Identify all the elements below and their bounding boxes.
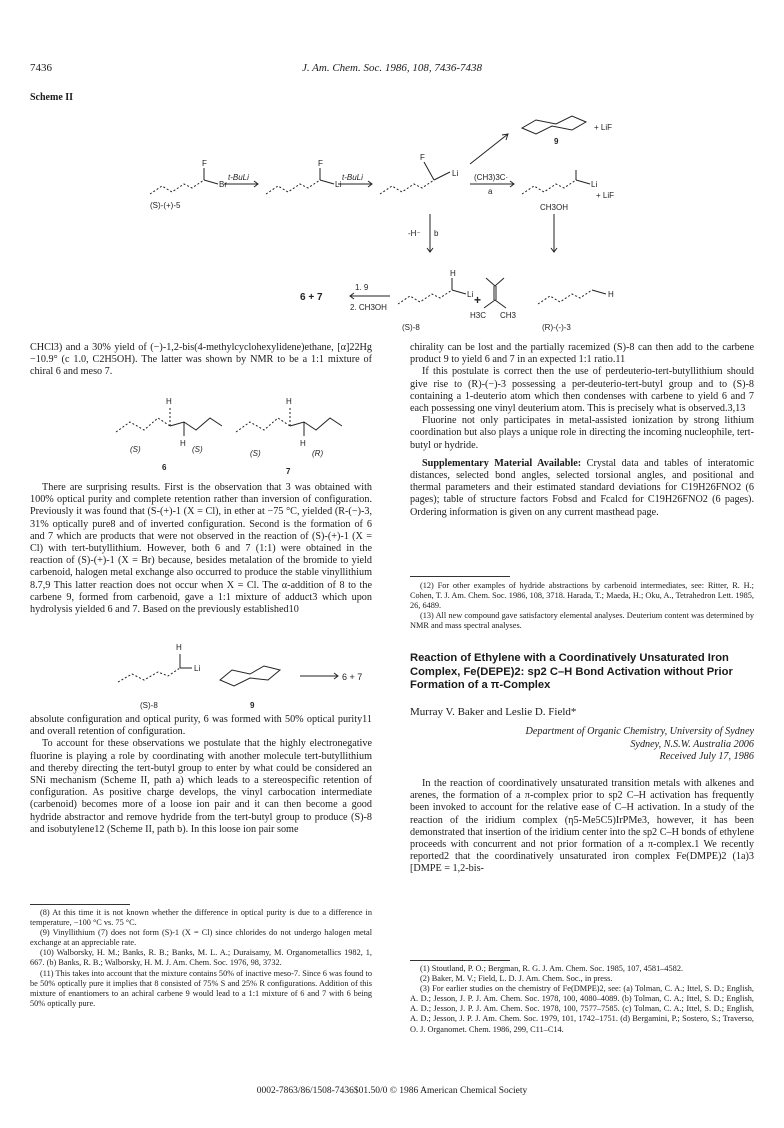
product-67-eq: 6 + 7: [342, 672, 363, 682]
paragraph: absolute configuration and optical purity, 6 was formed with 50% optical purity11 and overall retention of configuration.: [30, 714, 372, 738]
paragraph: Fluorine not only participates in metal-assisted ionization by strong lithium coordination but also plays a unique role in directing the incoming nucleophile, tert-butyl or hydride.: [410, 415, 754, 451]
equation-s8-9: [110, 638, 363, 714]
supplementary-paragraph: [410, 458, 754, 519]
plus-sign: +: [474, 293, 482, 307]
affiliation-line: Department of Organic Chemistry, University of Sydney: [525, 726, 754, 737]
footnote-rule-left: [30, 904, 130, 905]
config-label: (S): [250, 449, 261, 458]
label-r3: (R)-(-)-3: [542, 323, 571, 332]
right-column-top: [410, 342, 754, 519]
label-CH3: CH3: [500, 311, 517, 320]
paragraph: CHCl3) and a 30% yield of (−)-1,2-bis(4-methylcyclohexylidene)ethane, [α]22Hg −10.9° (c 1.0, C2H5OH). The latter was shown by NMR to be a 1:1 mixture of chiral 6 and meso 7.: [30, 342, 372, 378]
footnote: (13) All new compound gave satisfactory elemental analyses. Deuterium content was determined by NMR and mass spectral analyses.: [410, 611, 754, 631]
label-s8: (S)-8: [402, 323, 420, 332]
label-Li-2: Li: [452, 169, 459, 178]
affiliation-line: Sydney, N.S.W. Australia 2006: [630, 738, 754, 750]
article-footnotes: [410, 964, 754, 1035]
label-LiF-2: + LiF: [596, 191, 615, 200]
right-footnotes: [410, 581, 754, 631]
paragraph: If this postulate is correct then the use of perdeuterio-tert-butyllithium should give rise to (R)-(−)-3 possessing a per-deuterio-tert-butyl group and to (S)-8 containing a 1-deuterio atom which then condenses with carbene to yield 6 and 7 each possessing one vinyl deuterium atom. This is precisely what is observed.3,13: [410, 366, 754, 415]
footnote: (2) Baker, M. V.; Field, L. D. J. Am. Chem. Soc., in press.: [420, 974, 613, 984]
footnote: (3) For earlier studies on the chemistry of Fe(DMPE)2, see: (a) Tolman, C. A.; Ittel, S. D.; English, A. D.; Jesson, J. P. J. Am. Chem. Soc. 1978, 100, 4080–4089. (b) Tolman, C. A.; Ittel, S. D.; English, A. D.; Jesson, J. P. J. Am. Chem. Soc. 1978, 100, 7577–7585. (c) Tolman, C. A.; Ittel, S. D.; English, A. D.; Jesson, J. P. J. Am. Chem. Soc. 1979, 101, 1742–1751. (d) Bergamini, P.; Sostero, S.; Traverso, O. J. Organomet. Chem. 1986, 299, C11–C14.: [410, 984, 754, 1034]
affiliation: [410, 726, 754, 764]
paragraph: In the reaction of coordinatively unsaturated transition metals with alkenes and arenes, the formation of a π-complex prior to sp2 C–H activation has frequently been invoked to account for the relative ease of C–H activation. In a study of the reaction of the iridium complex (η5-Me5C5)IrPMe3, however, it has been demonstrated that insertion of the iridium center into the sp2 C–H bonds of ethylene proceeds with concurrent and not prior formation of a π-complex.1 We recently reported2 that the coordinatively unsaturated iron complex Fe(DMPE)2 (1a)3 [DMPE = 1,2-bis-: [410, 778, 754, 875]
product-67: 6 + 7: [300, 292, 323, 303]
article-title: Reaction of Ethylene with a Coordinatively Unsaturated Iron Complex, Fe(DEPE)2: sp2 C–H Bond Activation without Prior Formation of a π-Complex: [410, 652, 733, 691]
footnote-rule-article: [410, 960, 510, 961]
h-label: H: [176, 643, 182, 652]
reagent-2: t-BuLi: [342, 173, 363, 182]
paragraph: chirality can be lost and the partially racemized (S)-8 can then add to the carbene product 9 to yield 6 and 7 in an expected 1:1 ratio.11: [410, 342, 754, 366]
h-label: H: [300, 439, 306, 448]
label-F-2: F: [318, 159, 323, 168]
label-s5: (S)-(+)-5: [150, 201, 181, 210]
path-a-label: a: [488, 187, 493, 196]
left-column-body: [30, 482, 372, 616]
h-label: H: [286, 397, 292, 406]
reagent-1: t-BuLi: [228, 173, 249, 182]
compound-number: 6: [162, 463, 167, 472]
label-F-3: F: [420, 153, 425, 162]
li-label: Li: [194, 664, 201, 673]
label-9-top: 9: [554, 137, 559, 146]
supp-text: Crystal data and tables of interatomic distances, selected bond angles, selected torsional angles, and positional and thermal parameters and their estimated standard deviations for C19H26FNO2 (6 pages); table of structure factors Fobsd and Fcalcd for C19H26FNO2 (6 pages). Ordering information is given on any current masthead page.: [410, 457, 754, 518]
scheme-label: Scheme II: [30, 92, 74, 103]
label-Li-3: Li: [591, 180, 598, 189]
config-label: (S): [192, 445, 203, 454]
path-b-label: b: [434, 229, 439, 238]
label-H-s8: H: [450, 269, 456, 278]
footnote: (8) At this time it is not known whether the difference in optical purity is due to a difference in temperature, −100 °C vs. 75 °C.: [30, 908, 372, 928]
footnote: (10) Walborsky, H. M.; Banks, R. B.; Banks, M. L. A.; Duraisamy, M. Organometallics 1982, 1, 667. (b) Banks, R. B.; Walborsky, H. M. J. Am. Chem. Soc. 1976, 98, 3732.: [30, 948, 372, 968]
label-Li-1: Li: [335, 180, 342, 189]
label-H-r3: H: [608, 290, 614, 299]
journal-citation: J. Am. Chem. Soc. 1986, 108, 7436-7438: [301, 62, 483, 74]
path-b-reagent: -H⁻: [408, 229, 421, 238]
footnote: (11) This takes into account that the mixture contains 50% of inactive meso-7. Since 6 was found to be 50% optically pure it implies that 8 consisted of 75% S and 25% R configurations. Addition of this mixture of enantiomers to an achiral carbene 9 would lead to a 1:1 mixture of 6 and 7 with 6 being 50% optically pure.: [30, 968, 372, 1008]
article-authors: Murray V. Baker and Leslie D. Field*: [410, 706, 577, 718]
paragraph: To account for these observations we postulate that the highly electronegative fluorine is playing a role by coordinating with another molecule tert-butyllithium and thereby directing the tert-butyl group to enter by what could be considered an SNi mechanism (Scheme II, path a) which leads to a stereospecific retention of configuration. As positive charge develops, the vinyl carbocation intermediate (carbenoid) becomes more of a loose ion pair and it can then become a good hydride abstractor and remove hydride from the tert-butyl group to produce (S)-8 and isobutylene12 (Scheme II, path b). In this loose ion pair some: [30, 738, 372, 835]
paragraph: There are surprising results. First is the observation that 3 was obtained with 100% optical purity and complete retention rather than inversion of configuration. Previously it was found that (S-(+)-1 (X = Cl), in ether at −75 °C, yielded (R-(−)-3, 31% optically pure8 and of inverted configuration. Second is the formation of 6 and 7 which are products that were not observed in the reaction of (S)-(+)-1 (X = Cl) with tert-butyllithium. However, both 6 and 7 (1:1) were obtained in the reaction of (S)-(+)-1 (X = Br) because, besides metalation of the bromide to yield carbenoid, halogen metal exchange also occurred to produce the stable vinyllithium 8.7,9 This latter reaction does not occur when X = Cl. The α-addition of 8 to the carbene 9, formed from carbenoid, gave a 1:1 mixture of adduct3 which upon hydrolysis yielded 6 and 7. Based on the previously established10: [30, 482, 372, 616]
left-footnotes: [30, 908, 372, 1009]
page-number: 7436: [30, 62, 52, 74]
h-label: H: [166, 397, 172, 406]
received-date: Received July 17, 1986: [659, 751, 754, 762]
label-Li-s8: Li: [467, 290, 474, 299]
supp-title: Supplementary Material Available:: [422, 457, 582, 469]
path-a-reagent: (CH3)3C·: [474, 173, 509, 182]
page-footer: 0002-7863/86/1508-7436$01.50/0 © 1986 American Chemical Society: [256, 1086, 528, 1096]
label-F-1: F: [202, 159, 207, 168]
footnote: (9) Vinyllithium (7) does not form (S)-1 (X = Cl) since chlorides do not undergo halogen metal exchange at an appreciable rate.: [30, 928, 372, 948]
step-2: 2. CH3OH: [350, 303, 387, 312]
article-body: [410, 778, 754, 876]
footnote: (12) For other examples of hydride abstractions by carbenoid intermediates, see: Ritter, R. H.; Cohen, T. J. Am. Chem. Soc. 1986, 108, 3718. Harada, T.; Maeda, H.; Oku, A., Tetrahedron Lett. 1985, 26, 6489.: [410, 581, 754, 611]
scheme-diagram: [140, 104, 660, 336]
running-header: [30, 62, 754, 78]
label-H3C: H3C: [470, 311, 487, 320]
config-label: (S): [130, 445, 141, 454]
footnote: (1) Stoutland, P. O.; Bergman, R. G. J. Am. Chem. Soc. 1985, 107, 4581–4582.: [420, 964, 684, 973]
label-LiF-1: + LiF: [594, 123, 613, 132]
left-column-top: [30, 342, 372, 379]
left-column-body-2: [30, 714, 372, 836]
step-1: 1. 9: [355, 283, 369, 292]
ch3oh-label: CH3OH: [540, 203, 569, 212]
compound-number: 7: [286, 467, 291, 476]
footnote-rule-right: [410, 576, 510, 577]
h-label: H: [180, 439, 186, 448]
structures-6-7: [110, 388, 350, 478]
label-9-eq: 9: [250, 701, 255, 710]
config-label: (R): [312, 449, 324, 458]
label-s8-eq: (S)-8: [140, 701, 158, 710]
label-Br: Br: [219, 180, 227, 189]
